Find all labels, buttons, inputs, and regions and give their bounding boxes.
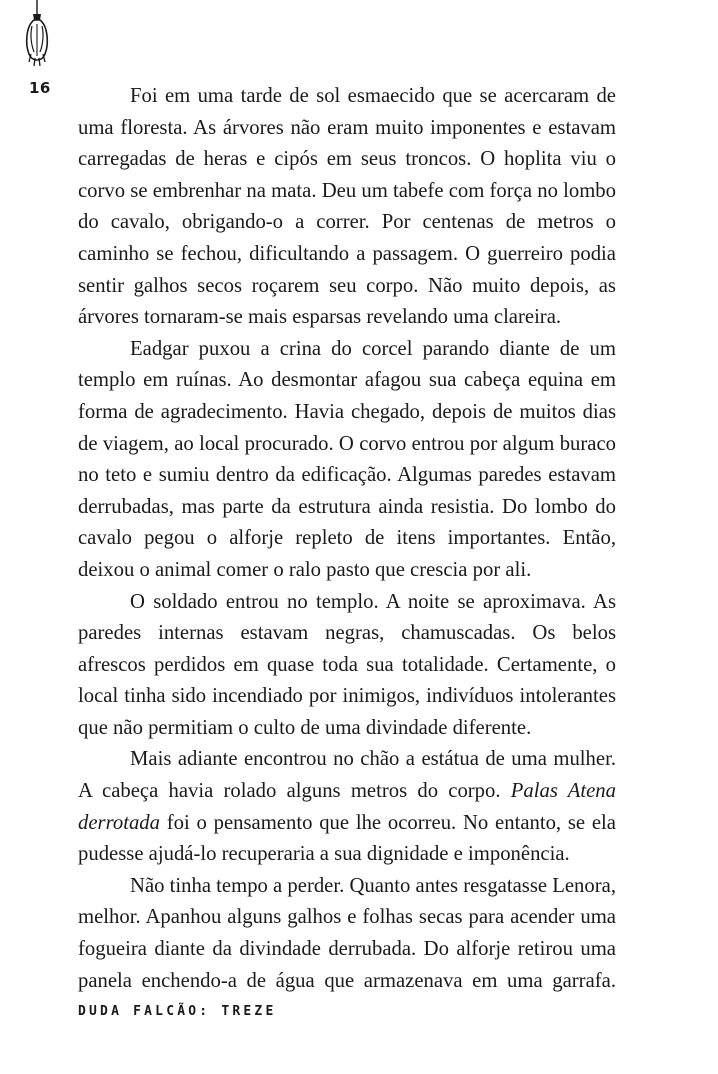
paragraph-4-text-before: Mais adiante encontrou no chão a estátua de uma mulher. A cabeça havia rolado alguns metros do corpo. xyxy=(78,748,616,803)
body-text xyxy=(78,81,616,997)
running-footer: DUDA FALCÃO: TREZE xyxy=(78,1004,277,1019)
paragraph-2: Eadgar puxou a crina do corcel parando diante de um templo em ruínas. Ao desmontar afagou sua cabeça equina em forma de agradecimento. Havia chegado, depois de muitos dias de viagem, ao local procurado. O corvo entrou por algum buraco no teto e sumiu dentro da edificação. Algumas paredes estavam derrubadas, mas parte da estrutura ainda resistia. Do lombo do cavalo pegou o alforje repleto de itens importantes. Então, deixou o animal comer o ralo pasto que crescia por ali. xyxy=(78,337,616,581)
page-number: 16 xyxy=(29,79,51,97)
paragraph-1: Foi em uma tarde de sol esmaecido que se acercaram de uma floresta. As árvores não eram muito imponentes e estavam carregadas de heras e cipós em seus troncos. O hoplita viu o corvo se embrenhar na mata. Deu um tabefe com força no lombo do cavalo, obrigando-o a correr. Por centenas de metros o caminho se fechou, dificultando a passagem. O guerreiro podia sentir galhos secos roçarem seu corpo. Não muito depois, as árvores tornaram-se mais esparsas revelando uma clareira. xyxy=(78,85,616,329)
paragraph-4-emphasis: Palas Atena derrotada xyxy=(78,780,616,834)
hanging-charm-icon xyxy=(20,0,54,68)
paragraph-4-text-after: foi o pensamento que lhe ocorreu. No entanto, se ela pudesse ajudá-lo recuperaria a sua dignidade e imponência. xyxy=(78,811,616,866)
paragraph-4 xyxy=(78,744,616,870)
paragraph-3: O soldado entrou no templo. A noite se aproximava. As paredes internas estavam negras, chamuscadas. Os belos afrescos perdidos em quase toda sua totalidade. Certamente, o local tinha sido incendiado por inimigos, indivíduos intolerantes que não permitiam o culto de uma divindade diferente. xyxy=(78,590,616,739)
paragraph-5: Não tinha tempo a perder. Quanto antes resgatasse Lenora, melhor. Apanhou alguns galhos e folhas secas para acender uma fogueira diante da divindade derrubada. Do alforje retirou uma panela enchendo-a de água que armazenava em uma garrafa. xyxy=(78,874,616,992)
